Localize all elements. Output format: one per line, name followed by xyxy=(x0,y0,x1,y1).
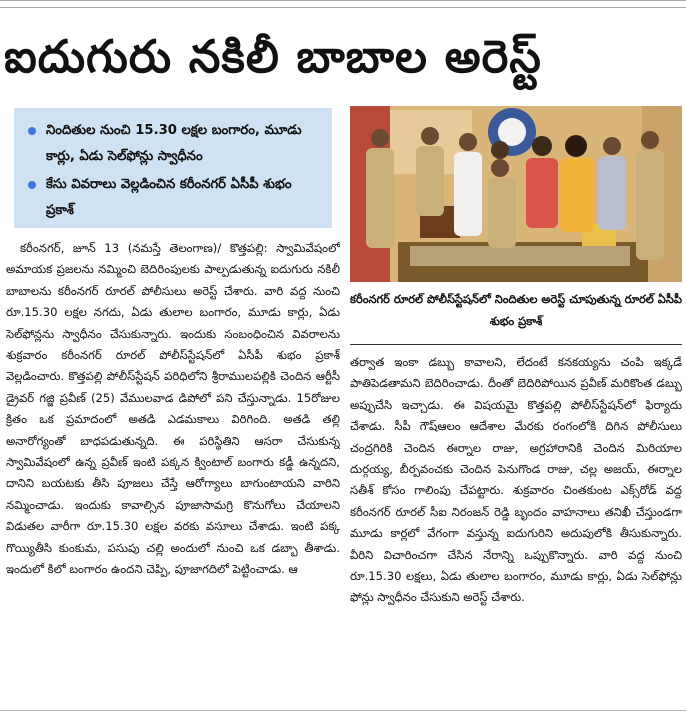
news-photo xyxy=(350,106,682,282)
article-paragraph: తర్వాత ఇంకా డబ్బు కావాలని, లేదంటే కనకయ్యను చంపి ఇక్కడే పాతిపెడతామని బెదిరించాడు. దీంతో బెదిరిపోయిన ప్రవీణ్ మరికొంత డబ్బు అప్పుచేసి ఇచ్చాడు. ఈ విషయమై కొత్తపల్లి పోలీస్‌స్టేషన్‌లో ఫిర్యాదు చేశాడు. సీపీ గౌష్‌ఆలం ఆదేశాల మేరకు రంగంలోకి దిగిన పోలీసులు చంద్రగిరికి చెందిన ఈర్నాల రాజు, అగ్రహారానికి చెందిన మిరియాల దుర్గయ్య, బీర్పవంచకు చెందిన పెనుగొండ రాజు, చల్ల అజయ్, ఈర్నాల సతీశ్ కోసం గాలింపు చేపట్టారు. శుక్రవారం చింతకుంట ఎక్స్‌రోడ్ వద్ద కరీంనగర్ రూరల్ సీఐ నిరంజన్ రెడ్డి బృందం వాహనాలు తనిఖీ చేస్తుండగా మూడు కార్లలో వేగంగా వస్తున్న ఐదుగురిని అదుపులోకి తీసుకున్నారు. వీరిని విచారించగా చేసిన నేరాన్ని ఒప్పుకొన్నారు. వారి వద్ద నుంచి రూ.15.30 లక్షలు, ఏడు తులాల బంగారం, మూడు కార్లు, ఏడు సెల్‌ఫోన్లు ఫోన్లు స్వాధీనం చేసుకుని అరెస్ట్ చేశారు. xyxy=(350,355,682,605)
photo-caption: కరీంనగర్ రూరల్ పోలీస్‌స్టేషన్‌లో నిందితుల అరెస్ట్ చూపుతున్న రూరల్ ఏసీపీ శుభం ప్రకాశ్ xyxy=(350,292,683,328)
top-border-rule xyxy=(0,0,686,8)
summary-item xyxy=(28,172,324,224)
article-column-right xyxy=(350,352,682,708)
summary-box xyxy=(14,108,332,228)
bottom-border-rule xyxy=(0,710,686,711)
headline: ఐదుగురు నకిలీ బాబాల అరెస్ట్ xyxy=(4,30,542,83)
bullet-icon xyxy=(28,181,36,189)
police-group-photo-image xyxy=(350,106,682,282)
caption-divider xyxy=(350,344,682,345)
bullet-icon xyxy=(28,127,36,135)
article-column-left xyxy=(6,238,340,708)
article-paragraph: కరీంనగర్, జూన్ 13 (నమస్తే తెలంగాణ)/ కొత్తపల్లి: స్వామివేషంలో అమాయక ప్రజలను నమ్మించి బెదిరింపులకు పాల్పడుతున్న ఐదుగురు నకిలీ బాబాలను కరీంనగర్ రూరల్ పోలీసులు అరెస్ట్ చేశారు. వారి వద్ద నుంచి రూ.15.30 లక్షల నగదు, ఏడు తులాల బంగారం, మూడు కార్లు, ఏడు సెల్‌ఫోన్లను స్వాధీనం చేసుకున్నారు. ఇందుకు సంబంధించిన వివరాలను శుక్రవారం కరీంనగర్ రూరల్ పోలీస్‌స్టేషన్‌లో ఏసీపీ శుభం ప్రకాశ్ వెల్లడించారు. కొత్తపల్లి పోలీస్‌స్టేషన్ పరిధిలోని శ్రీరాములపల్లికి చెందిన ఆర్టీసీ డ్రైవర్ గజ్జి ప్రవీణ్ (25) వేములవాడ డిపోలో పని చేస్తున్నాడు. 15రోజుల క్రితం ఒక ప్రమాదంలో అతడి ఎడమకాలు విరిగింది. అతడి తల్లి అనారోగ్యంతో బాధపడుతున్నది. ఈ పరిస్థితిని ఆసరా చేసుకున్న స్వామివేషంలో ఉన్న ప్రవీణ్ ఇంటి పక్కన క్వింటాల్ బంగారు కడ్డీ ఉన్నదని, దానిని బయటకు తీసి పూజలు చేస్తే ఆరోగ్యాలు బాగుంటాయని వారిని నమ్మించాడు. ఇందుకు కావాల్సిన పూజాసామగ్రి కొనుగోలు చేయాలని విడుతల వారీగా రూ.15.30 లక్షల వరకు వసూలు చేశాడు. ఇంటి పక్క గొయ్యితీసి కుంకుమ, పసుపు చల్లి అందులో నుంచి ఒక డబ్బా తీశాడు. ఇందులో కిలో బంగారం ఉందని చెప్పి, పూజాగదిలో పెట్టించాడు. ఆ xyxy=(6,241,340,577)
summary-item-text: నిందితుల నుంచి 15.30 లక్షల బంగారం, మూడు కార్లు, ఏడు సెల్‌ఫోన్లు స్వాధీనం xyxy=(46,123,302,164)
summary-item xyxy=(28,118,324,170)
summary-item-text: కేసు వివరాలు వెల్లడించిన కరీంనగర్ ఏసీపీ శుభం ప్రకాశ్ xyxy=(46,177,292,218)
